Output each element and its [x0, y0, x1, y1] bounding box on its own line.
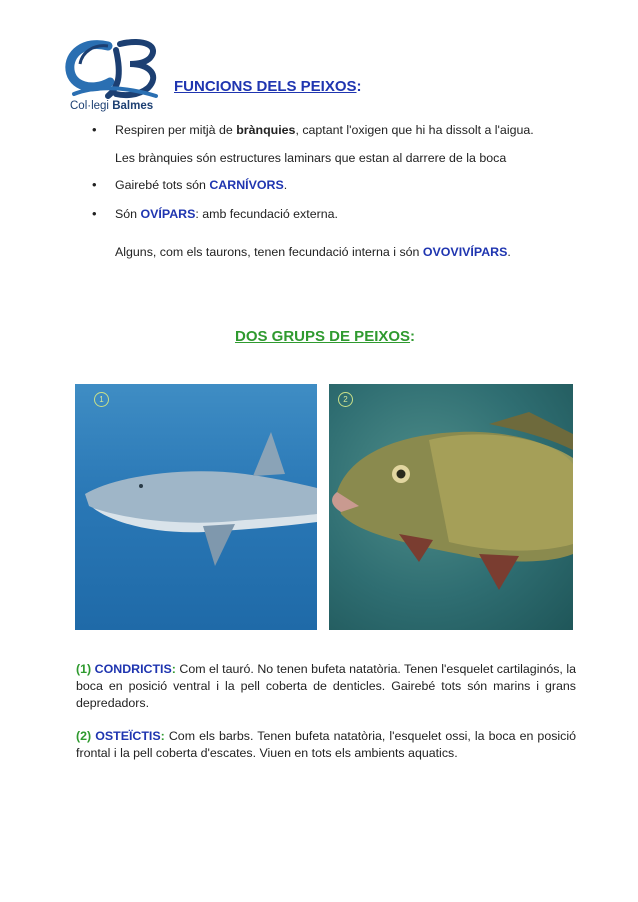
bullet-respiration-bold: brànquies — [236, 123, 296, 137]
bullet-respiration-pre: Respiren per mitjà de — [115, 123, 237, 137]
group-2-text: Com els barbs. Tenen bufeta natatòria, l'esquelet ossi, la boca en posició frontal i la pell coberta d'escates. Viuen en tots els ambients aquatics. — [76, 729, 576, 760]
logo-caption-pre: Col·legi — [70, 100, 109, 112]
group-1-text: Com el tauró. No tenen bufeta natatòria. Tenen l'esquelet cartilaginós, la boca en posició ventral i la pell coberta de denticles. Gairebé tots són marins i grans depredadors. — [76, 662, 576, 710]
bullet-oviparous-pre: Són — [115, 207, 141, 221]
bullet-carnivores-pre: Gairebé tots són — [115, 178, 210, 192]
group-1-number: (1) — [76, 662, 92, 676]
group-1-colon: : — [171, 662, 176, 676]
carp-photo — [329, 384, 573, 630]
group-chondrichthyes — [76, 661, 576, 712]
group-osteichthyes — [76, 728, 576, 762]
bullet-oviparous-post: : amb fecundació externa. — [195, 207, 338, 221]
group-2-colon: : — [160, 729, 165, 743]
logo-caption-bold: Balmes — [112, 100, 154, 112]
groups-title-text: DOS GRUPS DE PEIXOS — [235, 328, 411, 345]
carp-icon — [329, 384, 573, 630]
gills-note: Les brànquies són estructures laminars que estan al darrere de la boca — [115, 151, 507, 165]
ovoviviparous-note-pre: Alguns, com els taurons, tenen fecundació interna i són — [115, 245, 423, 259]
bullet-respiration — [115, 123, 534, 137]
shark-icon — [75, 384, 317, 630]
cb-logo-icon — [64, 36, 164, 106]
bullet-icon: • — [92, 122, 97, 137]
group-2-name: OSTEÏCTIS — [95, 729, 161, 743]
shark-photo — [75, 384, 317, 630]
page-title — [174, 78, 362, 95]
group-2-number: (2) — [76, 729, 92, 743]
bullet-carnivores-post: . — [283, 178, 288, 192]
groups-title-colon: : — [410, 328, 416, 345]
bullet-oviparous-bold: OVÍPARS — [140, 207, 196, 221]
bullet-respiration-post: , captant l'oxigen que hi ha dissolt a l'aigua. — [295, 123, 534, 137]
ovoviviparous-note-bold: OVOVIVÍPARS — [422, 245, 508, 259]
page-title-text: FUNCIONS DELS PEIXOS — [174, 78, 357, 95]
photo-number-2: 2 — [338, 392, 353, 407]
groups-title — [235, 328, 415, 345]
photo-number-1: 1 — [94, 392, 109, 407]
bullet-carnivores-bold: CARNÍVORS — [209, 178, 284, 192]
bullet-icon: • — [92, 177, 97, 192]
bullet-oviparous — [115, 207, 338, 221]
page-title-colon: : — [356, 78, 362, 95]
bullet-icon: • — [92, 206, 97, 221]
logo-caption — [70, 100, 153, 112]
bullet-carnivores — [115, 178, 287, 192]
ovoviviparous-note — [115, 245, 511, 259]
ovoviviparous-note-post: . — [507, 245, 511, 259]
group-1-name: CONDRICTIS — [94, 662, 172, 676]
